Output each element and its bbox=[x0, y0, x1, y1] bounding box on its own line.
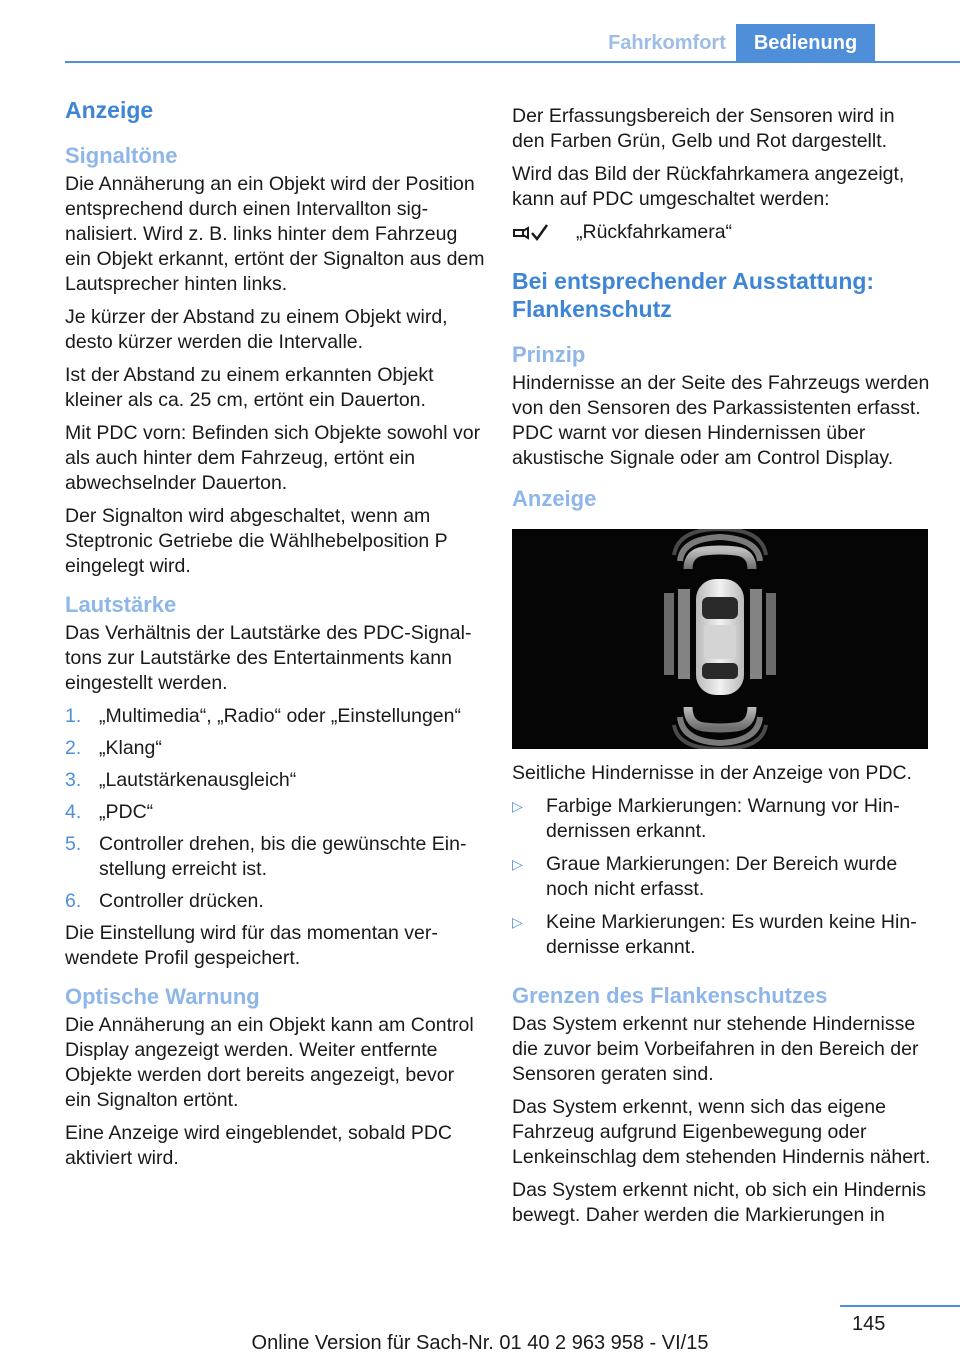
paragraph: Je kürzer der Abstand zu einem Objekt wird, desto kürzer werden die Intervalle. bbox=[65, 306, 448, 353]
step-number: 6. bbox=[65, 890, 82, 912]
list-item bbox=[65, 768, 485, 793]
footer-rule bbox=[840, 1305, 960, 1307]
paragraph: Das System erkennt, wenn sich das eigene Fahrzeug aufgrund Eigenbewegung oder Lenkeinschlag dem stehenden Hindernis nähert. bbox=[512, 1096, 931, 1168]
page-number: 145 bbox=[852, 1313, 886, 1335]
step-text: „Multimedia“, „Radio“ oder „Einstellungen“ bbox=[99, 705, 461, 727]
step-text: „Lautstärkenausgleich“ bbox=[99, 769, 297, 791]
pdc-car-illustration bbox=[512, 529, 928, 749]
list-item bbox=[512, 794, 932, 844]
list-item-text: Graue Markierungen: Der Bereich wurde noch nicht erfasst. bbox=[546, 853, 898, 900]
paragraph: Das System erkennt nicht, ob sich ein Hindernis bewegt. Daher werden die Markierungen in bbox=[512, 1179, 927, 1226]
heading-anzeige: Anzeige bbox=[65, 97, 154, 123]
step-text: „PDC“ bbox=[99, 801, 154, 823]
step-number: 2. bbox=[65, 737, 82, 759]
right-column bbox=[512, 104, 932, 1236]
heading-lautstaerke: Lautstärke bbox=[65, 592, 177, 617]
step-number: 3. bbox=[65, 769, 82, 791]
step-text: Controller drücken. bbox=[99, 890, 264, 912]
heading-grenzen: Grenzen des Flankenschutzes bbox=[512, 983, 828, 1008]
list-item bbox=[65, 889, 485, 914]
list-item bbox=[65, 704, 485, 729]
paragraph: Die Einstellung wird für das momentan verwendete Profil gespeichert. bbox=[65, 922, 438, 969]
list-item bbox=[65, 832, 485, 882]
online-version-note: Online Version für Sach-Nr. 01 40 2 963 958 - VI/15 bbox=[251, 1332, 709, 1354]
step-number: 1. bbox=[65, 705, 82, 727]
left-column bbox=[65, 96, 485, 1179]
paragraph: Wird das Bild der Rückfahrkamera angezeigt, kann auf PDC umgeschaltet werden: bbox=[512, 163, 905, 210]
list-item bbox=[65, 800, 485, 825]
pdc-display-image bbox=[512, 529, 928, 749]
header-rule bbox=[65, 61, 960, 63]
header-tab-chapter: Bedienung bbox=[736, 24, 875, 62]
marking-list bbox=[512, 794, 932, 960]
heading-signaltoene: Signaltöne bbox=[65, 143, 178, 168]
triangle-bullet-icon: ▷ bbox=[512, 798, 523, 814]
heading-prinzip: Prinzip bbox=[512, 342, 586, 367]
steps-list bbox=[65, 704, 485, 914]
heading-flankenschutz: Bei entsprechender Ausstattung: Flankenschutz bbox=[512, 268, 875, 322]
paragraph: Die Annäherung an ein Objekt kann am Control Display angezeigt werden. Weiter entfernte Objekte werden dort bereits angezeigt, bevor ein Signalton ertönt. bbox=[65, 1014, 474, 1111]
heading-anzeige-2: Anzeige bbox=[512, 486, 597, 511]
triangle-bullet-icon: ▷ bbox=[512, 914, 523, 930]
step-number: 5. bbox=[65, 833, 82, 855]
step-number: 4. bbox=[65, 801, 82, 823]
paragraph: Das System erkennt nur stehende Hindernisse die zuvor beim Vorbeifahren in den Bereich der Sensoren geraten sind. bbox=[512, 1013, 919, 1085]
paragraph: Mit PDC vorn: Befinden sich Objekte sowohl vor als auch hinter dem Fahrzeug, ertönt ein abwechselnder Dauerton. bbox=[65, 422, 481, 494]
step-text: „Klang“ bbox=[99, 737, 162, 759]
figure-caption: Seitliche Hindernisse in der Anzeige von PDC. bbox=[512, 762, 912, 784]
paragraph: Die Annäherung an ein Objekt wird der Position entsprechend durch einen Intervallton signalisiert. Wird z. B. links hinter dem Fahrzeug ein Objekt erkannt, ertönt der Signalton aus dem Lautsprecher hinten links. bbox=[65, 173, 485, 295]
list-item bbox=[65, 736, 485, 761]
paragraph: Das Verhältnis der Lautstärke des PDC-Signaltons zur Lautstärke des Entertainments kann eingestellt werden. bbox=[65, 622, 472, 694]
list-item-text: Keine Markierungen: Es wurden keine Hindernisse erkannt. bbox=[546, 911, 917, 958]
list-item bbox=[512, 910, 932, 960]
menu-path bbox=[512, 220, 932, 245]
list-item-text: Farbige Markierungen: Warnung vor Hindernissen erkannt. bbox=[546, 795, 900, 842]
step-text: Controller drehen, bis die gewünschte Einstellung erreicht ist. bbox=[99, 833, 467, 880]
paragraph: Eine Anzeige wird eingeblendet, sobald PDC aktiviert wird. bbox=[65, 1122, 453, 1169]
paragraph: Hindernisse an der Seite des Fahrzeugs werden von den Sensoren des Parkassistenten erfasst. PDC warnt vor diesen Hindernissen über akustische Signale oder am Control Display. bbox=[512, 372, 930, 469]
heading-optische-warnung: Optische Warnung bbox=[65, 984, 260, 1009]
list-item bbox=[512, 852, 932, 902]
rear-camera-icon bbox=[512, 222, 550, 244]
page-header bbox=[0, 0, 960, 62]
paragraph: Der Erfassungsbereich der Sensoren wird in den Farben Grün, Gelb und Rot dargestellt. bbox=[512, 105, 895, 152]
paragraph: Der Signalton wird abgeschaltet, wenn am Steptronic Getriebe die Wählhebelposition P eingelegt wird. bbox=[65, 505, 448, 577]
header-tab-section: Fahrkomfort bbox=[608, 32, 726, 54]
menu-item-rueckfahrkamera: „Rückfahrkamera“ bbox=[576, 221, 733, 243]
triangle-bullet-icon: ▷ bbox=[512, 856, 523, 872]
paragraph: Ist der Abstand zu einem erkannten Objekt kleiner als ca. 25 cm, ertönt ein Dauerton. bbox=[65, 364, 434, 411]
